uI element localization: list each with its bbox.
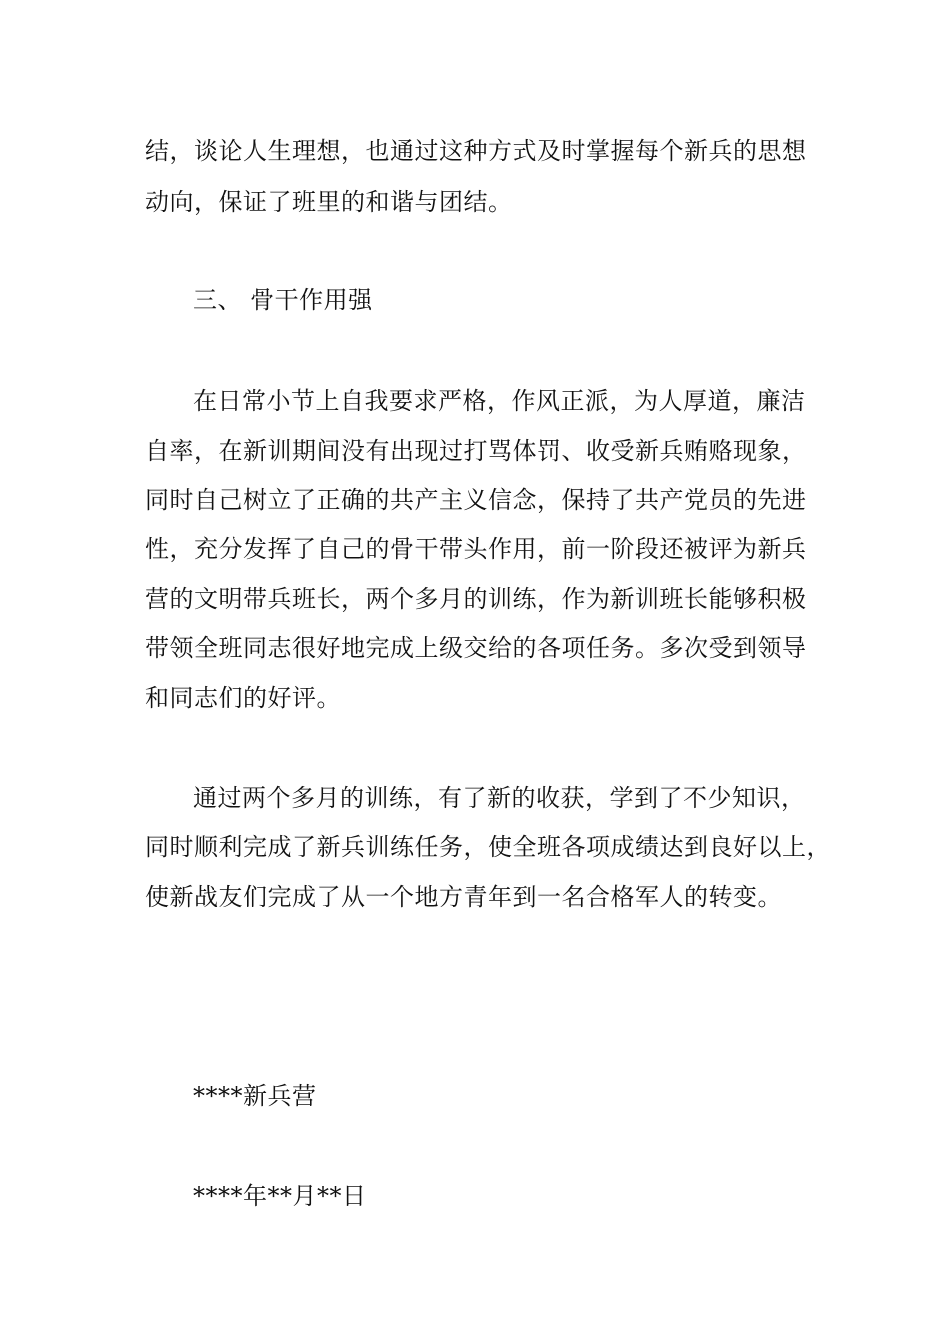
paragraph-line: 同时自己树立了正确的共产主义信念，保持了共产党员的先进 xyxy=(145,486,807,514)
paragraph-line: 营的文明带兵班长，两个多月的训练，作为新训班长能够积极 xyxy=(145,585,807,613)
paragraph-line: 同时顺利完成了新兵训练任务，使全班各项成绩达到良好以上， xyxy=(145,833,831,861)
paragraph-line: 性，充分发挥了自己的骨干带头作用，前一阶段还被评为新兵 xyxy=(145,535,807,563)
paragraph-line: 结，谈论人生理想，也通过这种方式及时掌握每个新兵的思想 xyxy=(145,137,807,165)
paragraph-line: 通过两个多月的训练，有了新的收获，学到了不少知识， xyxy=(193,784,806,812)
paragraph-line: 和同志们的好评。 xyxy=(145,684,341,712)
paragraph-line: 带领全班同志很好地完成上级交给的各项任务。多次受到领导 xyxy=(145,634,807,662)
section-heading: 三、 骨干作用强 xyxy=(193,286,373,314)
paragraph-line: 动向，保证了班里的和谐与团结。 xyxy=(145,188,513,216)
paragraph-line: 自率，在新训期间没有出现过打骂体罚、收受新兵贿赂现象， xyxy=(145,437,807,465)
paragraph-line: 在日常小节上自我要求严格，作风正派，为人厚道，廉洁 xyxy=(193,387,806,415)
paragraph-line: 使新战友们完成了从一个地方青年到一名合格军人的转变。 xyxy=(145,883,782,911)
signature-unit: ****新兵营 xyxy=(193,1082,317,1110)
signature-date: ****年**月**日 xyxy=(193,1182,367,1210)
